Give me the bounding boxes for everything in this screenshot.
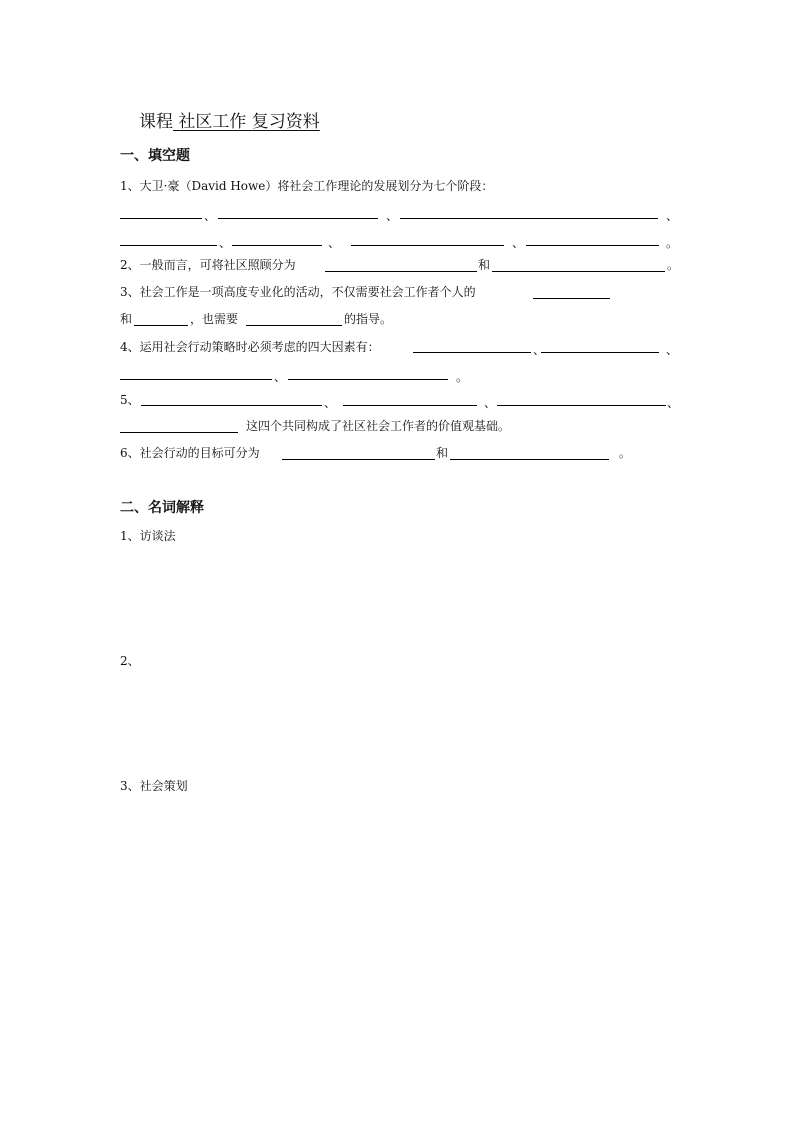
answer-blank[interactable] bbox=[533, 298, 610, 299]
question-3-mid: ，也需要 bbox=[190, 312, 239, 326]
section-heading-fill-blank: 一、填空题 bbox=[120, 148, 190, 164]
answer-blank[interactable] bbox=[492, 271, 665, 272]
answer-blank[interactable] bbox=[218, 218, 378, 219]
answer-blank[interactable] bbox=[351, 245, 504, 246]
answer-blank[interactable] bbox=[400, 218, 658, 219]
question-5-num: 5、 bbox=[120, 393, 140, 407]
answer-blank[interactable] bbox=[325, 271, 477, 272]
separator: 、 bbox=[666, 343, 679, 357]
definition-item-1: 1、访谈法 bbox=[120, 529, 176, 543]
definition-item-2: 2、 bbox=[120, 654, 140, 668]
answer-blank[interactable] bbox=[246, 325, 342, 326]
period: 。 bbox=[666, 236, 679, 250]
answer-blank[interactable] bbox=[282, 459, 435, 460]
title-subject: 社区工作 复习资料 bbox=[173, 112, 320, 132]
section-heading-definitions: 二、名词解释 bbox=[120, 500, 204, 516]
separator: 、 bbox=[324, 396, 337, 410]
period: 。 bbox=[619, 446, 632, 460]
question-6-and: 和 bbox=[436, 446, 449, 460]
question-3-end: 的指导。 bbox=[344, 312, 393, 326]
answer-blank[interactable] bbox=[120, 218, 202, 219]
title-prefix: 课程 bbox=[139, 112, 173, 132]
period: 。 bbox=[667, 258, 680, 272]
answer-blank[interactable] bbox=[497, 405, 666, 406]
separator: 、 bbox=[666, 209, 679, 223]
answer-blank[interactable] bbox=[343, 405, 477, 406]
answer-blank[interactable] bbox=[134, 325, 188, 326]
answer-blank[interactable] bbox=[232, 245, 322, 246]
question-6-text: 6、社会行动的目标可分为 bbox=[120, 446, 260, 460]
answer-blank[interactable] bbox=[120, 245, 217, 246]
separator: 、 bbox=[219, 236, 232, 250]
answer-blank[interactable] bbox=[541, 352, 659, 353]
separator: 、 bbox=[274, 370, 287, 384]
answer-blank[interactable] bbox=[288, 379, 448, 380]
question-5-tail: 这四个共同构成了社区社会工作者的价值观基础。 bbox=[246, 419, 511, 433]
question-2-text: 2、一般而言，可将社区照顾分为 bbox=[120, 258, 296, 272]
separator: 、 bbox=[667, 396, 680, 410]
separator: 、 bbox=[484, 396, 497, 410]
question-3-and: 和 bbox=[120, 312, 133, 326]
definition-item-3: 3、社会策划 bbox=[120, 779, 188, 793]
answer-blank[interactable] bbox=[120, 379, 272, 380]
page-title bbox=[139, 107, 320, 132]
answer-blank[interactable] bbox=[141, 405, 322, 406]
question-3-text: 3、社会工作是一项高度专业化的活动，不仅需要社会工作者个人的 bbox=[120, 285, 476, 299]
separator: 、 bbox=[204, 209, 217, 223]
question-2-and: 和 bbox=[478, 258, 491, 272]
separator: 、 bbox=[328, 236, 341, 250]
answer-blank[interactable] bbox=[526, 245, 659, 246]
separator: 、 bbox=[512, 236, 525, 250]
separator: 、 bbox=[386, 209, 399, 223]
separator: 、 bbox=[533, 343, 546, 357]
question-1-text: 1、大卫·豪（David Howe）将社会工作理论的发展划分为七个阶段： bbox=[120, 179, 494, 193]
answer-blank[interactable] bbox=[450, 459, 609, 460]
answer-blank[interactable] bbox=[413, 352, 531, 353]
answer-blank[interactable] bbox=[120, 432, 238, 433]
question-4-text: 4、运用社会行动策略时必须考虑的四大因素有： bbox=[120, 340, 380, 354]
period: 。 bbox=[456, 370, 469, 384]
